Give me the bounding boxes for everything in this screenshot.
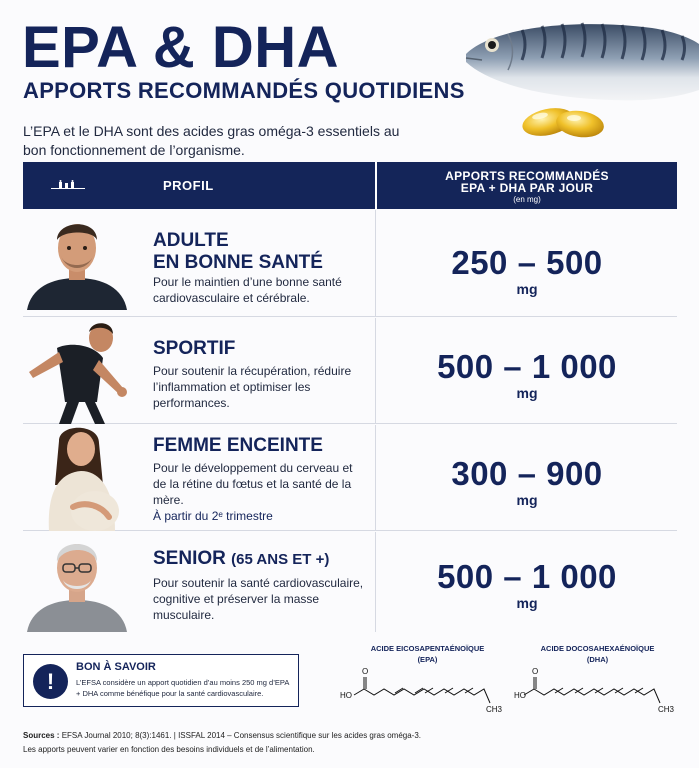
profile-column-header [23,162,375,209]
epa-molecule [340,643,515,723]
methyl-label: CH3 [486,705,503,714]
profile-description: Pour soutenir la récupération, réduire l’inflammation et optimiser les performances. [153,364,352,410]
intake-header-line1: APPORTS RECOMMANDÉS [445,169,609,183]
exclamation-icon: ! [33,664,68,699]
good-to-know-text: L’EFSA considère un apport quotidien d’au moins 250 mg d’EPA + DHA comme bénéfique pour la santé cardiovasculaire. [76,678,289,698]
table-row [23,425,677,531]
page-subtitle: APPORTS RECOMMANDÉS QUOTIDIENS [23,78,465,103]
profile-name [153,338,235,360]
page-title: EPA & DHA [22,15,340,80]
molecule-name [340,643,515,665]
row-divider [375,425,376,530]
oxygen-label: O [362,667,369,676]
intake-unit: mg [516,492,538,508]
molecule-abbreviation: (DHA) [586,655,609,664]
methyl-label: CH3 [658,705,675,714]
molecule-full-name: ACIDE DOCOSAHEXAÉNOÏQUE [540,644,655,653]
profile-header-label: PROFIL [163,178,214,193]
intake-column-header [377,162,677,209]
good-to-know-title: BON À SAVOIR [76,661,156,673]
intake-header-line2: EPA + DHA PAR JOUR [460,181,594,195]
intake-unit: mg [516,595,538,611]
molecule-full-name: ACIDE EICOSAPENTAÉNOÏQUE [370,644,485,653]
row-divider [375,532,376,632]
capsule-icon [520,104,606,140]
intake-range: 500 – 1 000 [437,348,617,385]
dha-molecule [510,643,685,723]
profile-name-line1: ADULTE [153,230,229,251]
molecule-abbreviation: (EPA) [417,655,438,664]
people-icon [51,180,85,192]
intake-unit: mg [516,385,538,401]
profile-description: Pour soutenir la santé cardiovasculaire, cognitive et préserver la masse musculaire. [153,576,364,622]
intake-unit: mg [516,281,538,297]
profile-description: Pour le développement du cerveau et de la rétine du fœtus et la santé de la mère. [153,461,353,507]
table-row [23,532,677,632]
trimester-note: À partir du 2ᵉ trimestre [153,509,273,523]
table-row [23,318,677,424]
good-to-know-box [23,654,299,707]
intake-header-unit: (en mg) [513,195,541,204]
sources-text: EFSA Journal 2010; 8(3):1461. | ISSFAL 2014 – Consensus scientifique sur les acides gras oméga-3. [59,731,422,740]
profile-description: Pour le maintien d’une bonne santé cardiovasculaire et cérébrale. [153,275,342,305]
intro-text: L’EPA et le DHA sont des acides gras oméga-3 essentiels au bon fonctionnement de l’organisme. [23,123,400,158]
row-divider [375,210,376,316]
molecule-name [510,643,685,665]
profile-name-line1: SPORTIF [153,338,236,359]
fish-and-capsules-illustration [462,10,699,150]
profile-name [153,435,323,457]
profile-age-qualifier: (65 ANS ET +) [231,551,330,568]
table-header [23,162,677,209]
adult-portrait-image [23,210,133,310]
row-divider [375,318,376,423]
hydroxyl-label: HO [514,691,526,700]
intake-range: 250 – 500 [451,244,603,281]
profile-name-line2: EN BONNE SANTÉ [153,252,323,273]
oxygen-label: O [532,667,539,676]
profile-name [153,230,323,274]
hydroxyl-label: HO [340,691,352,700]
sources-label: Sources : [23,731,60,740]
intake-range: 500 – 1 000 [437,558,617,595]
profile-name-line1: FEMME ENCEINTE [153,435,323,456]
footnote: Les apports peuvent varier en fonction des besoins individuels et de l’alimentation. [23,745,315,754]
athlete-image [23,318,133,424]
senior-portrait-image [23,532,133,632]
pregnant-woman-image [23,425,133,531]
table-row [23,210,677,317]
profile-name [153,548,329,571]
intake-range: 300 – 900 [451,455,603,492]
fish-icon [466,23,699,100]
profile-name-line1: SENIOR [153,548,226,569]
sources [23,731,421,740]
